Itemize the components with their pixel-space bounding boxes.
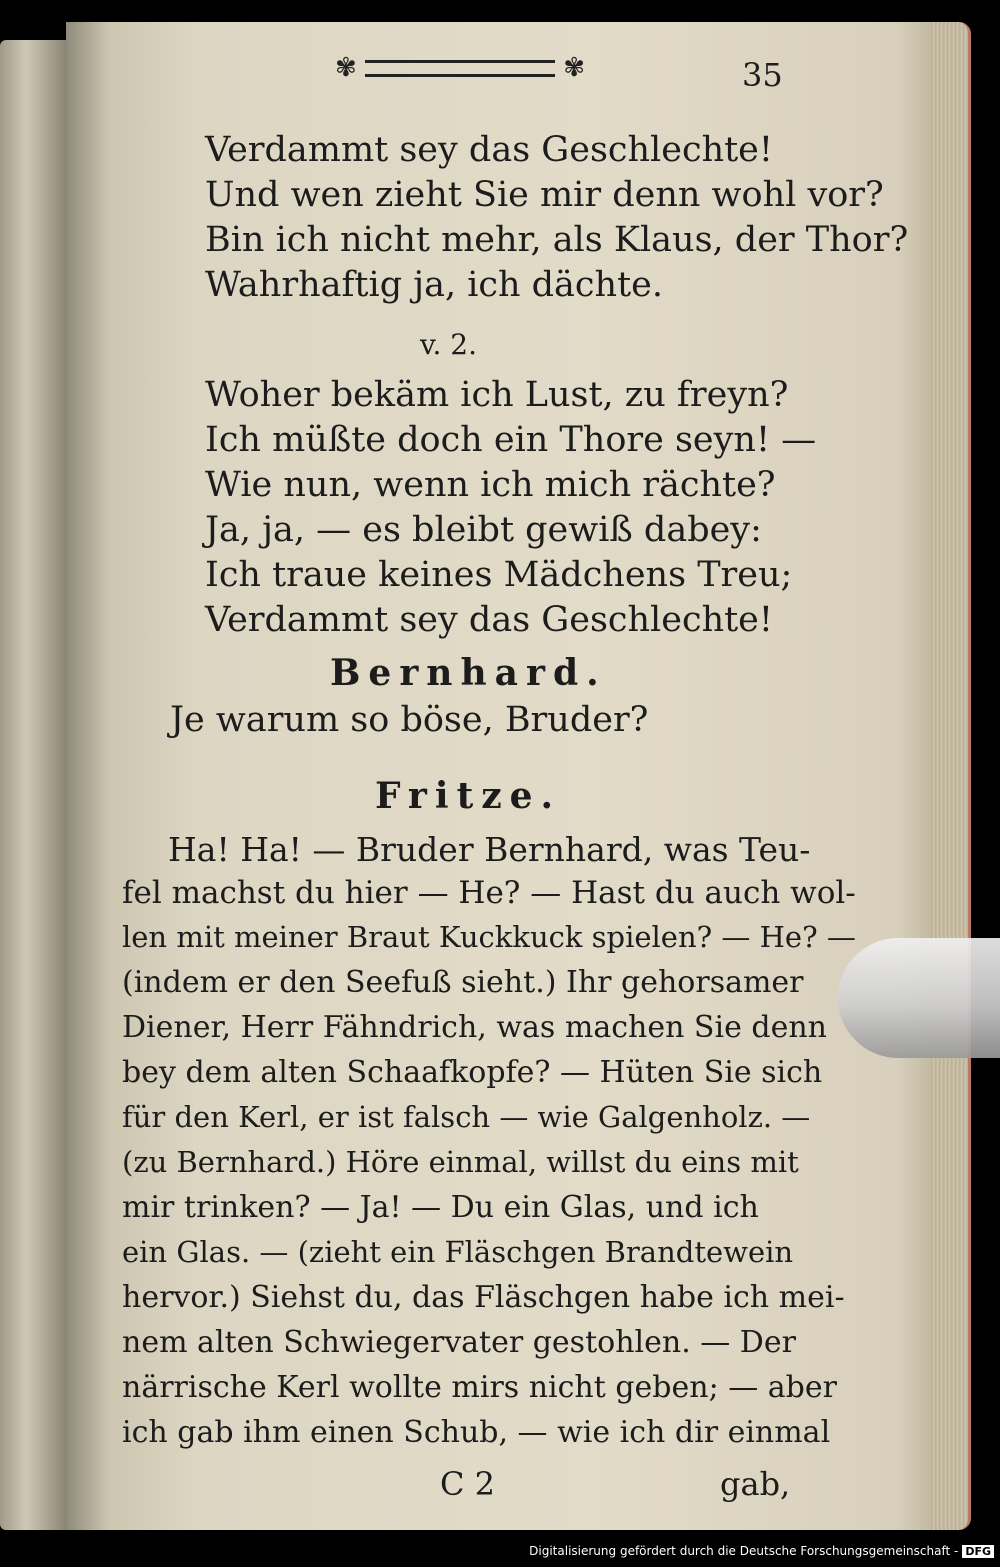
header-ornament bbox=[335, 50, 585, 86]
dfg-logo-icon: DFG bbox=[962, 1545, 994, 1558]
speech-line: hervor.) Siehst du, das Fläschgen habe ich mei- bbox=[122, 1280, 845, 1315]
page-block-edge bbox=[930, 22, 971, 1530]
speaker-name: Fritze. bbox=[375, 775, 562, 817]
speech-line: Je warum so böse, Bruder? bbox=[170, 700, 649, 740]
speech-line: bey dem alten Schaafkopfe? — Hüten Sie sich bbox=[122, 1055, 823, 1090]
speech-line: Diener, Herr Fähndrich, was machen Sie denn bbox=[122, 1010, 827, 1045]
page-clip bbox=[838, 938, 1000, 1058]
speech-line: Ha! Ha! — Bruder Bernhard, was Teu- bbox=[168, 830, 811, 869]
verse-line: Wie nun, wenn ich mich rächte? bbox=[205, 465, 776, 505]
verse-line: Ich müßte doch ein Thore seyn! — bbox=[205, 420, 817, 460]
verse-line: Woher bekäm ich Lust, zu freyn? bbox=[205, 375, 789, 415]
verse-line: Und wen zieht Sie mir denn wohl vor? bbox=[205, 175, 884, 215]
speech-line: ein Glas. — (zieht ein Fläschgen Brandtewein bbox=[122, 1235, 794, 1269]
footer-text: Digitalisierung gefördert durch die Deutsche Forschungsgemeinschaft - bbox=[529, 1544, 959, 1558]
catchword: gab, bbox=[720, 1465, 791, 1503]
verse-line: Bin ich nicht mehr, als Klaus, der Thor? bbox=[205, 220, 909, 260]
speech-line: närrische Kerl wollte mirs nicht geben; — aber bbox=[122, 1370, 837, 1405]
speech-line: fel machst du hier — He? — Hast du auch wol- bbox=[122, 875, 856, 911]
ornament-rule bbox=[365, 60, 555, 77]
verse-line: Wahrhaftig ja, ich dächte. bbox=[205, 265, 663, 305]
speaker-name: Bernhard. bbox=[330, 652, 607, 694]
speech-line: für den Kerl, er ist falsch — wie Galgenholz. — bbox=[122, 1100, 811, 1134]
speech-line: mir trinken? — Ja! — Du ein Glas, und ich bbox=[122, 1190, 759, 1225]
flower-ornament-icon: ✾ bbox=[563, 53, 585, 83]
speech-line: len mit meiner Braut Kuckkuck spielen? — He? — bbox=[122, 920, 856, 954]
signature-mark: C 2 bbox=[440, 1465, 496, 1503]
speech-line: (indem er den Seefuß sieht.) Ihr gehorsamer bbox=[122, 965, 804, 1000]
speech-line: (zu Bernhard.) Höre einmal, willst du eins mit bbox=[122, 1145, 799, 1179]
verse-line: Ja, ja, — es bleibt gewiß dabey: bbox=[205, 510, 762, 550]
previous-page-edge bbox=[0, 40, 66, 1530]
verse-line: Verdammt sey das Geschlechte! bbox=[205, 130, 773, 170]
verse-line: Ich traue keines Mädchens Treu; bbox=[205, 555, 793, 595]
speech-line: ich gab ihm einen Schub, — wie ich dir einmal bbox=[122, 1415, 831, 1450]
verse-line: Verdammt sey das Geschlechte! bbox=[205, 600, 773, 640]
speech-line: nem alten Schwiegervater gestohlen. — Der bbox=[122, 1325, 796, 1360]
flower-ornament-icon: ✾ bbox=[335, 53, 357, 83]
page-number: 35 bbox=[742, 56, 783, 94]
verse-label: v. 2. bbox=[420, 328, 478, 361]
footer bbox=[529, 1544, 994, 1558]
